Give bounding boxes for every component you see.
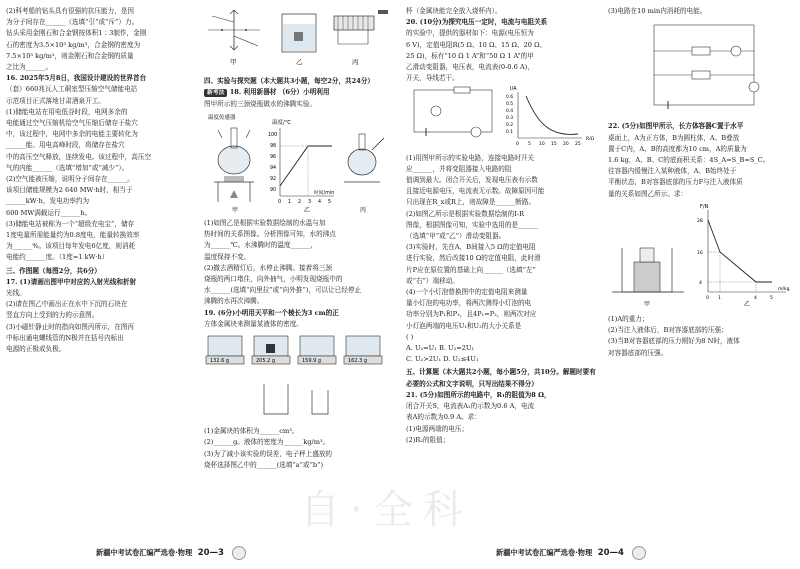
text-line: (2)______g。液体的密度为______kg/m³。	[204, 438, 330, 447]
section-heading: 五、计算题（本大题共2小题，每小题5分，共10分。解题时要有必要的公式和文字说明，只写出结果不得分）	[406, 368, 596, 388]
text-line: (1)电源两端的电压；	[406, 424, 469, 433]
text-line: 表A的示数为0.9 A。求：	[406, 413, 481, 422]
text-line: 量的关系如图乙所示。求：	[608, 189, 688, 198]
column-1	[6, 6, 196, 355]
text-line: （套）660兆瓦人工硐室型压缩空气储能电站	[6, 85, 138, 94]
question-title: 21. (5分)如图所示的电路中，R₁的阻值为8 Ω，	[406, 390, 551, 399]
figure-caption: 甲	[644, 300, 651, 308]
scale-4	[344, 336, 382, 364]
column-4	[608, 6, 794, 359]
figure-caption: 甲	[232, 206, 239, 214]
text-line: 小灯泡两端的电压U₁和U₂的大小关系是	[406, 321, 522, 330]
text-line: (3)储能电站被称为一个“超级充电宝”，储存	[6, 219, 135, 228]
text-line: 或“右”）端移动。	[406, 276, 459, 285]
tick-label: 5	[528, 142, 531, 148]
text-line: 烧杯选择图乙中的______(选填“a”或“b”)	[204, 460, 324, 469]
text-line: 平衡状态，B对容器底部的压力F与注入液体质	[608, 178, 743, 187]
lens-diagram	[208, 10, 260, 50]
text-line: 进行实验，然后改接10 Ω的定值电阻，此时滑	[406, 254, 541, 263]
text-line: ______kW·h，发电功率约为	[6, 197, 90, 206]
text-line: 热时间的关系图像。分析图像可知，水的沸点	[204, 230, 336, 239]
tick-label: 0.6	[506, 95, 514, 101]
text-line: 石的密度为3.5×10³ kg/m³，合金钢的密度为	[6, 40, 141, 49]
force-mass-graph	[697, 204, 790, 301]
text-line: 只出现在R_x或R上，则故障是______断路。	[406, 198, 536, 207]
tick-label: 5	[770, 295, 773, 301]
page-number: 20—4	[597, 548, 624, 558]
text-line: （选填“甲”或“乙”）滑动变阻器。	[406, 232, 506, 241]
text-line: (2)科考船的钻头具有很强的抗压能力，是因	[6, 7, 135, 15]
tick-label: 98	[270, 143, 277, 149]
question-17	[6, 277, 196, 355]
text-line: 烧瓶的两口堵住，向外抽气，小明发现烧瓶中的	[204, 275, 343, 284]
tick-label: 90	[270, 187, 277, 193]
text-line: 为分子间存在______（选填“引”或“斥”）力。	[6, 18, 139, 27]
scale-reading: 205.2 g	[256, 358, 276, 365]
text-line: 之比为______。	[6, 63, 53, 72]
tick-label: 16	[697, 250, 703, 256]
text-line: (4)一个小灯泡替换图中的定值电阻来测量	[406, 288, 528, 297]
tick-label: 28	[697, 218, 703, 224]
footer-title: 新疆中考试卷汇编严选卷·物理	[496, 548, 593, 557]
tick-label: 4	[699, 280, 702, 286]
text-line: (1)用图甲所示的实验电路，连接电路时开关	[406, 153, 535, 162]
tick-label: 1	[288, 199, 292, 205]
text-line: 为______℃。水沸腾时的温度______，	[204, 241, 317, 250]
text-line: 水______(选填“向里拉”或“向外推”)，可以让已经停止	[204, 286, 362, 295]
text-line: 应______，并将变阻器接入电路的阻	[406, 164, 512, 173]
figure-caption: 丙	[360, 206, 367, 214]
axis-label: F/N	[700, 203, 709, 210]
text-line: 中的高压空气释放，连续发电。该过程中，高压空	[6, 152, 152, 161]
figure-caption: 乙	[744, 300, 751, 308]
question-title: 22. (5分)如图甲所示，长方体容器C置于水平	[608, 122, 744, 131]
text-line: 电能约______度。（1度=1 kW·h）	[6, 253, 109, 262]
text-line: 中，该过程中，电网中多余的电能主要转化为	[6, 130, 138, 139]
text-line: (3)当B对容器底部的压力刚好为8 N时，液体	[608, 337, 740, 346]
text-line: ( )	[406, 332, 414, 341]
text-line: 图甲所示的三颈烧瓶做水的沸腾实验。	[204, 99, 317, 108]
option-line: C. U₂>2U₁ D. U₂≤4U₁	[406, 355, 479, 364]
text-line: (1)金属块的体积为______cm³。	[204, 427, 299, 436]
section-heading: 四、实验与探究题（本大题共3小题，每空2分，共24分）	[204, 77, 375, 86]
text-line: 该项目储能规模为2 640 MW·h时，相当于	[6, 186, 133, 195]
text-line: 往容器内缓慢注入某种液体，A、B始终处于	[608, 167, 737, 176]
axis-label: m/kg	[778, 286, 790, 292]
footer-left	[96, 546, 396, 562]
text-line: 示范项目正式落地甘肃酒泉开工。	[6, 96, 105, 105]
q21-circuit	[608, 17, 794, 117]
text-line: 7.5×10³ kg/m³，则金刚石和合金钢的质量	[6, 51, 134, 60]
tick-label: 96	[270, 154, 277, 160]
solenoid-diagram	[334, 10, 388, 44]
q15-continued	[6, 6, 196, 73]
text-line: 6 V)，定值电阻R(5 Ω、10 Ω、15 Ω、20 Ω、	[406, 40, 547, 49]
figure-caption: 甲	[230, 58, 237, 66]
question-title: 19. (6分)小明用天平和一个棱长为3 cm的正	[204, 308, 339, 317]
text-line: 温度保持不变。	[204, 252, 251, 261]
axis-label: 时间/min	[314, 190, 335, 196]
container-diagram	[612, 248, 684, 292]
circuit-diagram	[414, 87, 492, 137]
figure-caption: 乙	[304, 206, 311, 214]
temperature-time-graph	[268, 118, 334, 205]
question-19	[204, 308, 390, 330]
tick-label: 4	[754, 295, 757, 301]
text-line: 量小灯泡的电功率，将两次测得小灯泡的电	[406, 299, 532, 308]
tick-label: 0.5	[506, 102, 514, 108]
text-line: 杯（金属块能完全放入烧杯内）。	[406, 7, 502, 15]
scale-reading: 132.6 g	[210, 358, 230, 365]
tick-label: 10	[539, 142, 545, 148]
tick-label: 0	[278, 199, 282, 205]
sensor-label: 温度传感器	[208, 114, 236, 121]
publisher-logo-icon	[632, 546, 646, 560]
axis-label: 温度/℃	[272, 119, 292, 126]
text-line: (3)电路在10 min内消耗的电能。	[608, 7, 707, 15]
tick-label: 0.1	[506, 130, 514, 136]
page-number: 20—3	[197, 548, 224, 558]
tick-label: 1	[718, 295, 721, 301]
watermark: 自·全科	[300, 487, 473, 533]
text-line: 开关，导线若干。	[406, 74, 459, 83]
section-heading: 三、作图题（每图2分，共6分）	[6, 266, 101, 275]
text-line: 桌面上，A为正方体，B为圆柱体，A、B叠放	[608, 133, 740, 142]
q18-figures	[204, 110, 390, 214]
question-title: 18. 利用新器材 （6分）小明利用	[229, 88, 330, 97]
scale-reading: 159.9 g	[302, 358, 322, 365]
q22-figures	[608, 200, 794, 310]
text-line: 图像，根据图像可知，实验中选用的是______	[406, 220, 538, 229]
text-line: (2)R₂的阻值；	[406, 435, 450, 444]
figure-caption: 乙	[296, 58, 303, 66]
text-line: 钻头采用金刚石和合金钢按体积1∶3制作，金刚	[6, 29, 147, 38]
scale-reading: 162.3 g	[348, 358, 368, 365]
text-line: (3)为了减小该实验的误差，电子秤上盛放的	[204, 449, 333, 458]
beakers-a-b	[264, 384, 328, 414]
text-line: 竖直方向上受到的力的示意图。	[6, 311, 99, 320]
q20-text	[406, 153, 600, 366]
scale-1	[206, 336, 244, 364]
question-title: 16. 2025年5月8日，我国设计建设的世界首台	[6, 74, 147, 83]
text-line: (3)小磁针静止时的指向如图丙所示，在图丙	[6, 322, 135, 331]
tick-label: 4	[318, 199, 322, 205]
text-line: ______能。用电高峰时段，将储存在盐穴	[6, 141, 125, 150]
question-21	[406, 390, 600, 446]
tick-label: 0	[706, 295, 709, 301]
tick-label: 2	[298, 199, 302, 205]
flask-with-syringe	[344, 134, 384, 182]
question-16	[6, 73, 196, 263]
text-line: 25 Ω)，标有“10 Ω 1 A”和“50 Ω 1 A”的甲	[406, 51, 534, 60]
tick-label: 0	[516, 142, 519, 148]
text-line: (2)如图乙所示是根据实验数据绘制的I-R	[406, 209, 525, 218]
text-line: 置于C内，A、B的高度都为10 cm，A的质量为	[608, 144, 747, 153]
q17-figures	[204, 6, 390, 70]
column-3	[406, 6, 600, 446]
text-line: 的实验中，提供的器材如下：电源(电压恒为	[406, 29, 534, 38]
question-title: 20. (10分)为探究电压一定时，电流与电阻关系	[406, 18, 548, 27]
text-line: 乙滑动变阻器，电压表，电流表(0-0.6 A)，	[406, 63, 534, 72]
text-line: 电源的正极或负极。	[6, 345, 66, 354]
text-line: 1.6 kg，A、B、C的底面积关系：4S_A=S_B=S_C。	[608, 156, 770, 165]
question-22	[608, 121, 794, 199]
footer-right	[496, 546, 796, 562]
text-line: 中标出通电螺线管的N极并在括号内标出	[6, 333, 124, 342]
tick-label: 20	[563, 142, 569, 148]
text-line: 电能通过空气压缩机给空气压缩后储存于盐穴	[6, 119, 138, 128]
q20-figures	[406, 84, 600, 148]
text-line: (3)实验时，先在A，B间接入5 Ω的定值电阻	[406, 243, 536, 252]
text-line: (2)请在图乙中画出正在水中下沉的石块在	[6, 300, 128, 309]
current-resistance-graph	[506, 86, 595, 147]
text-line: (2)撤去酒精灯后，水停止沸腾。接着将三颈	[204, 263, 333, 272]
text-line: 气的内能______（选填“增加”或“减少”）。	[6, 163, 129, 172]
tick-label: 100	[268, 132, 278, 138]
tick-label: 0.2	[506, 123, 514, 129]
text-line: (1)如图乙是根据实验数据绘制的水温与加	[204, 219, 326, 228]
tick-label: 25	[575, 142, 581, 148]
tick-label: 0.4	[506, 109, 514, 115]
text-line: (2)当注入液体后，B对容器底部的压强；	[608, 326, 728, 335]
scale-2	[252, 336, 290, 364]
question-title: 17. (1)请画出图甲中对应的入射光线和折射	[6, 277, 137, 286]
question-18	[204, 87, 390, 109]
tick-label: 94	[270, 165, 277, 171]
figure-caption: 丙	[352, 58, 359, 66]
axis-label: R/Ω	[586, 137, 595, 143]
tick-label: 92	[270, 176, 277, 182]
text-line: 且接近电源电压，电流表无示数。故障原因可能	[406, 187, 545, 196]
text-line: 值调到最大。闭合开关后，发现电压表有示数	[406, 176, 538, 185]
beaker-stone-diagram	[282, 14, 316, 52]
text-line: 片P应在原位置的基础上向______（选填“左”	[406, 265, 536, 274]
q19-text	[204, 426, 390, 471]
tick-label: 15	[551, 142, 557, 148]
question-20	[406, 17, 600, 84]
tick-label: 0.3	[506, 116, 514, 122]
tick-label: 3	[308, 199, 312, 205]
text-line: 方体金属块来测量某液体的密度。	[204, 319, 303, 328]
text-line: 沸腾的水再次沸腾。	[204, 297, 264, 306]
q18-text	[204, 218, 390, 308]
column-2	[204, 6, 390, 471]
text-line: 为______%。该项目每年发电6亿度，则消耗	[6, 242, 136, 251]
text-line: 1度电量所需能量约为0.8度电，能量转换效率	[6, 231, 140, 240]
text-line: 对容器底部的压强。	[608, 348, 668, 357]
q19-figures	[204, 330, 390, 422]
text-line: 600 MW满载运行______h。	[6, 208, 92, 217]
publisher-logo-icon	[232, 546, 246, 560]
footer-title: 新疆中考试卷汇编严选卷·物理	[96, 548, 193, 557]
text-line: 闭合开关S，电流表A₁的示数为0.6 A，电流	[406, 402, 535, 411]
axis-label: I/A	[510, 86, 517, 93]
three-neck-flask	[214, 128, 254, 202]
new-method-tag: 新考法	[204, 89, 227, 97]
text-line: 功率分别为P₁和P₂，且4P₁=P₂，则两次对应	[406, 310, 537, 319]
tick-label: 5	[328, 199, 332, 205]
scale-3	[298, 336, 336, 364]
text-line: (1)A的重力；	[608, 315, 649, 324]
text-line: 光线。	[6, 289, 26, 298]
option-line: A. U₂=U₁ B. U₂=2U₁	[406, 344, 475, 353]
text-line: (2)空气能被压缩，说明分子间存在______。	[6, 175, 135, 184]
text-line: (1)储能电站在用电低谷时段，电网多余的	[6, 107, 128, 116]
q22-text	[608, 314, 794, 359]
